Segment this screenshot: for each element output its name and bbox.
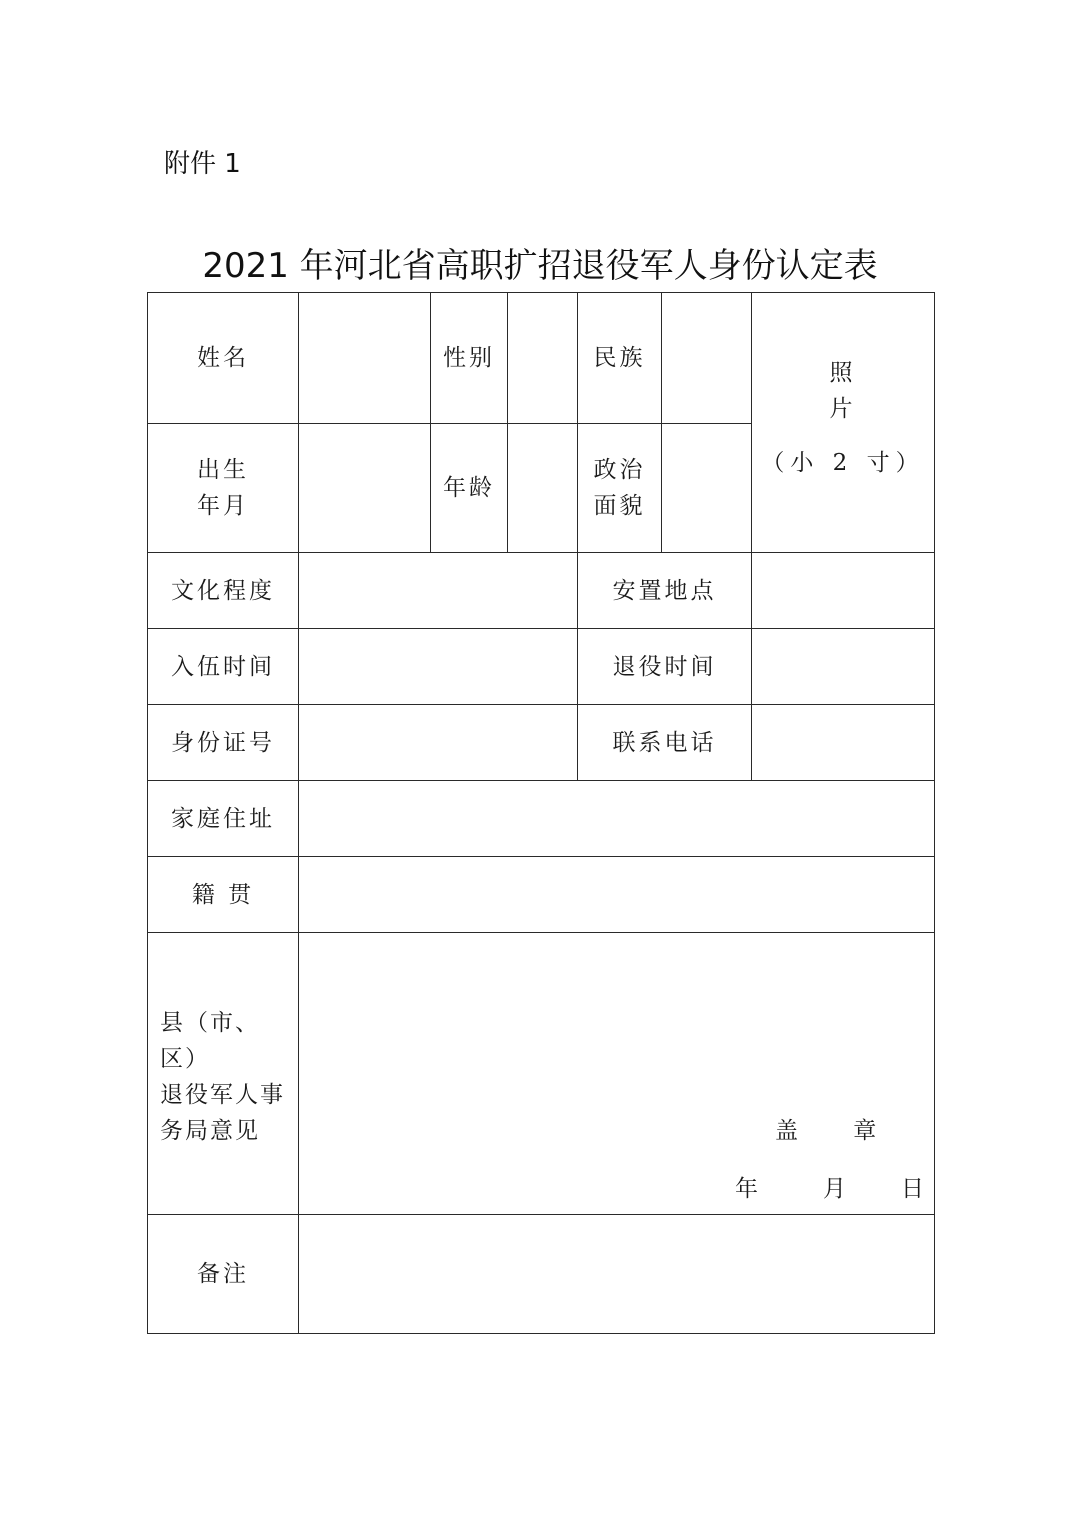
address-label: 家庭住址 <box>148 781 299 857</box>
table-row <box>148 293 935 424</box>
id-number-label: 身份证号 <box>148 705 299 781</box>
age-field[interactable] <box>508 424 578 553</box>
education-field[interactable] <box>299 553 578 629</box>
date-day-label: 日 <box>901 1176 927 1202</box>
birth-field[interactable] <box>299 424 431 553</box>
date-month-label: 月 <box>823 1176 849 1202</box>
opinion-label-line2: 退役军人事 <box>160 1081 285 1108</box>
table-row <box>148 705 935 781</box>
photo-size-note: （小 2 寸） <box>761 449 925 476</box>
placement-field[interactable] <box>752 553 935 629</box>
political-label-line2: 面貌 <box>593 493 646 519</box>
identity-form-table <box>147 292 935 1334</box>
political-field[interactable] <box>662 424 752 553</box>
political-label-line1: 政治 <box>593 457 646 483</box>
table-row <box>148 629 935 705</box>
political-label <box>578 424 662 553</box>
age-label: 年龄 <box>431 424 508 553</box>
remarks-label: 备注 <box>148 1215 299 1334</box>
id-number-field[interactable] <box>299 705 578 781</box>
opinion-label-line3: 务局意见 <box>160 1117 260 1144</box>
photo-label: 照 片 <box>829 359 887 422</box>
seal-label: 盖 章 <box>775 1118 901 1144</box>
education-label: 文化程度 <box>148 553 299 629</box>
gender-field[interactable] <box>508 293 578 424</box>
placement-label: 安置地点 <box>578 553 752 629</box>
enlistment-label: 入伍时间 <box>148 629 299 705</box>
discharge-label: 退役时间 <box>578 629 752 705</box>
address-field[interactable] <box>299 781 935 857</box>
gender-label: 性别 <box>431 293 508 424</box>
table-row <box>148 1215 935 1334</box>
table-row <box>148 933 935 1215</box>
table-row <box>148 781 935 857</box>
table-row <box>148 857 935 933</box>
opinion-label <box>148 933 299 1215</box>
native-place-label: 籍 贯 <box>148 857 299 933</box>
enlistment-field[interactable] <box>299 629 578 705</box>
phone-label: 联系电话 <box>578 705 752 781</box>
photo-box[interactable] <box>752 293 935 553</box>
phone-field[interactable] <box>752 705 935 781</box>
name-label: 姓名 <box>148 293 299 424</box>
birth-label-line2: 年月 <box>197 493 249 519</box>
ethnicity-field[interactable] <box>662 293 752 424</box>
attachment-label: 附件 1 <box>164 149 241 179</box>
birth-label-line1: 出生 <box>197 457 249 483</box>
form-title: 2021 年河北省高职扩招退役军人身份认定表 <box>202 246 878 286</box>
discharge-field[interactable] <box>752 629 935 705</box>
birth-label <box>148 424 299 553</box>
opinion-field[interactable] <box>299 933 935 1215</box>
opinion-label-line1: 县（市、区） <box>160 1009 260 1072</box>
date-year-label: 年 <box>735 1176 761 1202</box>
ethnicity-label: 民族 <box>578 293 662 424</box>
name-field[interactable] <box>299 293 431 424</box>
native-place-field[interactable] <box>299 857 935 933</box>
table-row <box>148 553 935 629</box>
remarks-field[interactable] <box>299 1215 935 1334</box>
